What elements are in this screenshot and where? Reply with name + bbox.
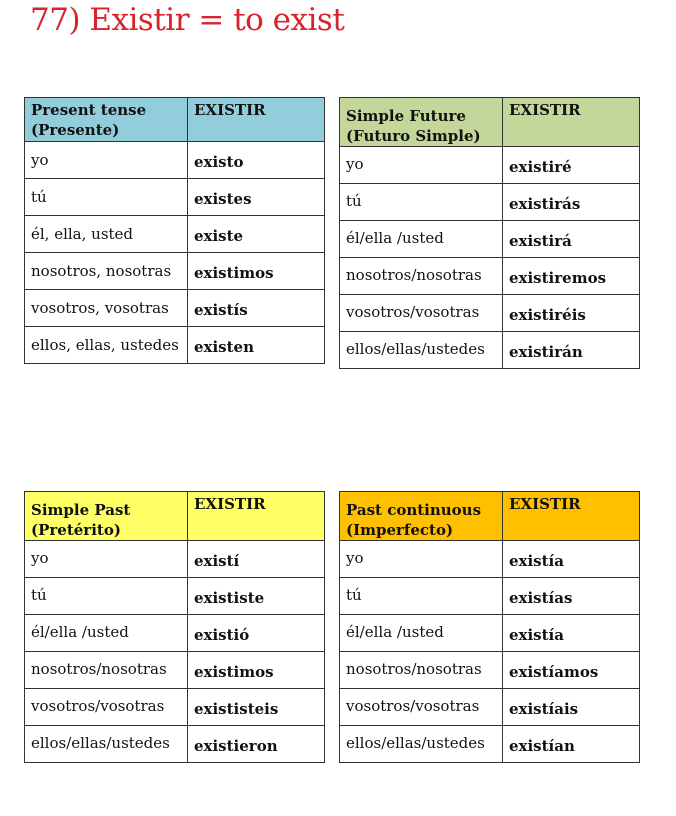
pronoun-cell: él/ella /usted bbox=[25, 615, 188, 652]
verb-form-cell: existimos bbox=[188, 253, 325, 290]
verb-form-cell: existías bbox=[503, 578, 640, 615]
table-row bbox=[340, 726, 640, 763]
table-row bbox=[25, 578, 325, 615]
table-row bbox=[25, 142, 325, 179]
table-row bbox=[340, 295, 640, 332]
tense-name: Simple Past bbox=[31, 501, 131, 519]
table-row bbox=[25, 290, 325, 327]
tense-header-cell bbox=[340, 492, 503, 541]
table-row bbox=[340, 578, 640, 615]
pronoun-cell: yo bbox=[25, 541, 188, 578]
pronoun-cell: nosotros/nosotras bbox=[25, 652, 188, 689]
verb-form-cell: existe bbox=[188, 216, 325, 253]
verb-form-cell: existía bbox=[503, 541, 640, 578]
table-row bbox=[25, 726, 325, 763]
tense-native-name: (Presente) bbox=[31, 121, 120, 139]
table-row bbox=[340, 541, 640, 578]
verb-form-cell: exististe bbox=[188, 578, 325, 615]
pronoun-cell: tú bbox=[25, 578, 188, 615]
page-title: 77) Existir = to exist bbox=[30, 2, 345, 38]
tense-header-cell bbox=[25, 492, 188, 541]
table-header-row bbox=[340, 98, 640, 147]
table-row bbox=[25, 253, 325, 290]
tense-header-cell bbox=[25, 98, 188, 142]
table-row bbox=[340, 652, 640, 689]
pronoun-cell: vosotros/vosotras bbox=[340, 295, 503, 332]
verb-form-cell: existiréis bbox=[503, 295, 640, 332]
verb-form-cell: existes bbox=[188, 179, 325, 216]
verb-form-cell: existía bbox=[503, 615, 640, 652]
table-row bbox=[25, 179, 325, 216]
table-row bbox=[25, 689, 325, 726]
verb-form-cell: existimos bbox=[188, 652, 325, 689]
pronoun-cell: él, ella, usted bbox=[25, 216, 188, 253]
verb-form-cell: existen bbox=[188, 327, 325, 364]
verb-form-cell: existieron bbox=[188, 726, 325, 763]
tense-name: Simple Future bbox=[346, 107, 466, 125]
table-header-row bbox=[25, 98, 325, 142]
tense-header-cell bbox=[340, 98, 503, 147]
pronoun-cell: él/ella /usted bbox=[340, 221, 503, 258]
pronoun-cell: yo bbox=[25, 142, 188, 179]
pronoun-cell: ellos, ellas, ustedes bbox=[25, 327, 188, 364]
table-header-row bbox=[25, 492, 325, 541]
verb-header-cell: EXISTIR bbox=[503, 492, 640, 541]
pronoun-cell: tú bbox=[340, 578, 503, 615]
past-continuous-table bbox=[339, 491, 640, 763]
pronoun-cell: ellos/ellas/ustedes bbox=[25, 726, 188, 763]
present-tense-table bbox=[24, 97, 325, 364]
pronoun-cell: vosotros, vosotras bbox=[25, 290, 188, 327]
verb-form-cell: existirán bbox=[503, 332, 640, 369]
table-row bbox=[340, 332, 640, 369]
table-row bbox=[25, 652, 325, 689]
pronoun-cell: vosotros/vosotras bbox=[25, 689, 188, 726]
verb-form-cell: existí bbox=[188, 541, 325, 578]
pronoun-cell: nosotros, nosotras bbox=[25, 253, 188, 290]
verb-form-cell: existíais bbox=[503, 689, 640, 726]
tense-native-name: (Pretérito) bbox=[31, 521, 121, 539]
verb-form-cell: existo bbox=[188, 142, 325, 179]
verb-form-cell: existirá bbox=[503, 221, 640, 258]
tense-native-name: (Futuro Simple) bbox=[346, 127, 481, 145]
pronoun-cell: yo bbox=[340, 541, 503, 578]
pronoun-cell: tú bbox=[25, 179, 188, 216]
verb-form-cell: exististeis bbox=[188, 689, 325, 726]
verb-form-cell: existís bbox=[188, 290, 325, 327]
pronoun-cell: ellos/ellas/ustedes bbox=[340, 726, 503, 763]
verb-header-cell: EXISTIR bbox=[503, 98, 640, 147]
pronoun-cell: ellos/ellas/ustedes bbox=[340, 332, 503, 369]
table-header-row bbox=[340, 492, 640, 541]
pronoun-cell: vosotros/vosotras bbox=[340, 689, 503, 726]
table-row bbox=[25, 327, 325, 364]
table-row bbox=[340, 689, 640, 726]
pronoun-cell: él/ella /usted bbox=[340, 615, 503, 652]
verb-header-cell: EXISTIR bbox=[188, 492, 325, 541]
verb-header-cell: EXISTIR bbox=[188, 98, 325, 142]
table-row bbox=[340, 221, 640, 258]
tense-name: Present tense bbox=[31, 101, 147, 119]
verb-form-cell: existiremos bbox=[503, 258, 640, 295]
verb-form-cell: existíamos bbox=[503, 652, 640, 689]
tense-native-name: (Imperfecto) bbox=[346, 521, 454, 539]
verb-form-cell: existió bbox=[188, 615, 325, 652]
pronoun-cell: yo bbox=[340, 147, 503, 184]
table-row bbox=[340, 615, 640, 652]
table-row bbox=[25, 216, 325, 253]
simple-future-table bbox=[339, 97, 640, 369]
table-row bbox=[340, 147, 640, 184]
tense-name: Past continuous bbox=[346, 501, 482, 519]
simple-past-table bbox=[24, 491, 325, 763]
table-row bbox=[25, 615, 325, 652]
table-row bbox=[340, 258, 640, 295]
pronoun-cell: nosotros/nosotras bbox=[340, 258, 503, 295]
pronoun-cell: nosotros/nosotras bbox=[340, 652, 503, 689]
verb-form-cell: existirás bbox=[503, 184, 640, 221]
verb-form-cell: existiré bbox=[503, 147, 640, 184]
table-row bbox=[25, 541, 325, 578]
table-row bbox=[340, 184, 640, 221]
pronoun-cell: tú bbox=[340, 184, 503, 221]
verb-form-cell: existían bbox=[503, 726, 640, 763]
